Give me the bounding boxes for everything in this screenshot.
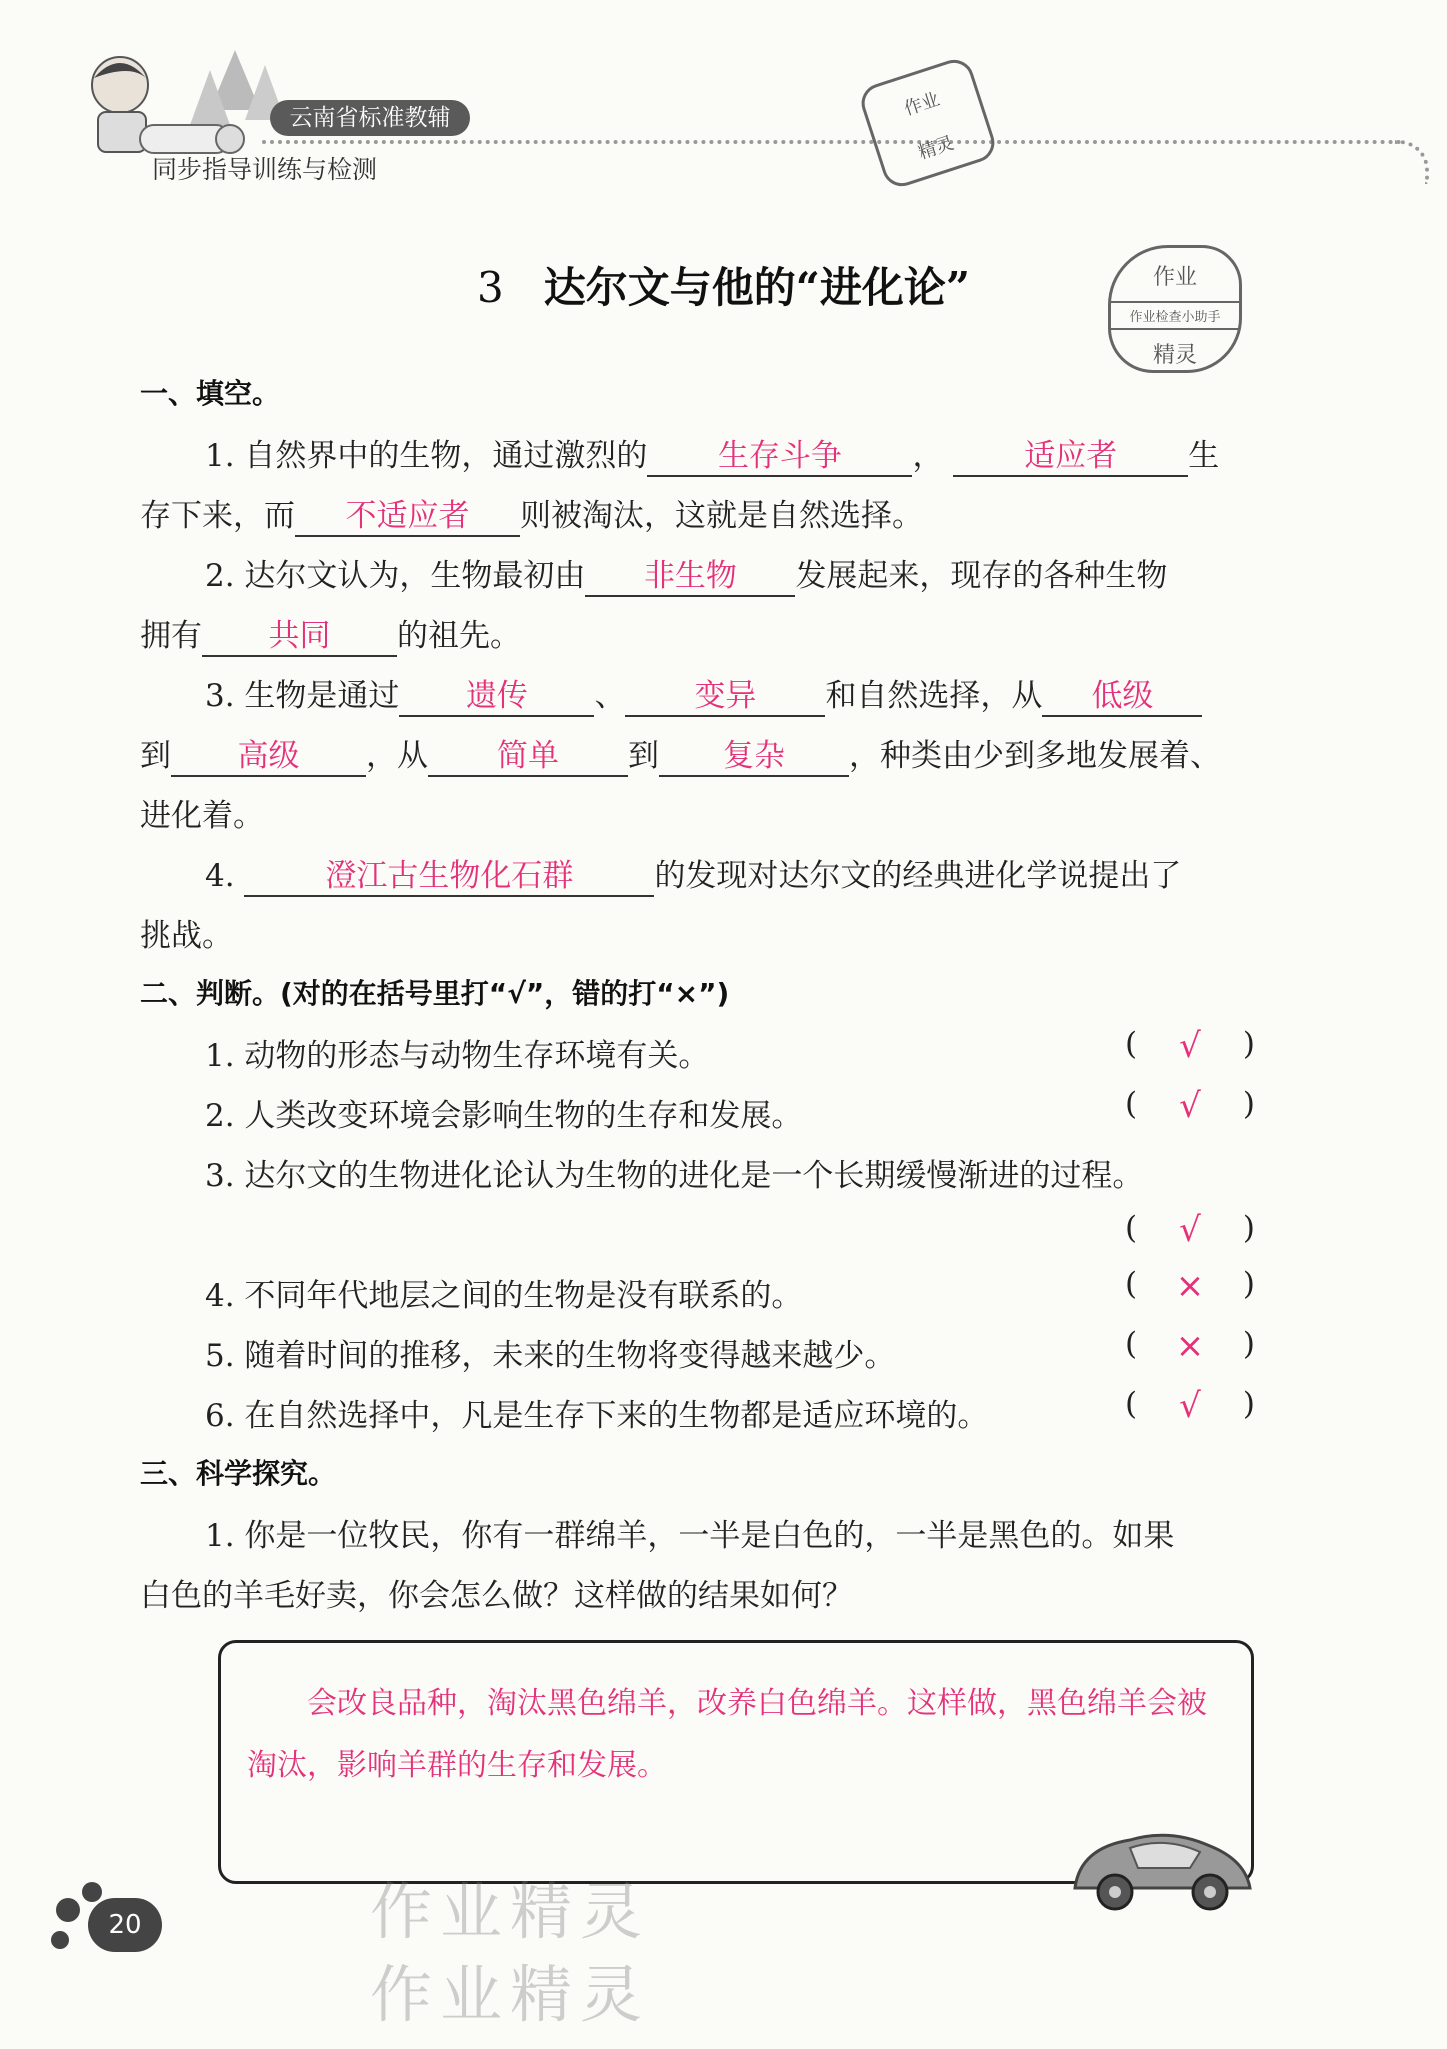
q4-line1: 4. 澄江古生物化石群 的发现对达尔文的经典进化学说提出了 <box>205 850 1181 897</box>
answer-blank: 生存斗争 <box>647 439 912 477</box>
q3-line3: 进化着。 <box>140 798 264 834</box>
q1-line1: 1. 自然界中的生物，通过激烈的 生存斗争 ， 适应者 生 <box>205 430 1219 477</box>
car-icon <box>1060 1818 1260 1918</box>
explore-q1-line1: 1. 你是一位牧民，你有一群绵羊，一半是白色的，一半是黑色的。如果 <box>205 1518 1175 1554</box>
q2-line1: 2. 达尔文认为，生物最初由 非生物 发展起来，现存的各种生物 <box>205 550 1167 597</box>
stamp-top: 作业 精灵 <box>856 55 999 192</box>
series-title: 同步指导训练与检测 <box>152 155 378 184</box>
judge-answer-3: ( √ ) <box>1125 1210 1255 1250</box>
judge-answer-2: ( √ ) <box>1125 1086 1255 1126</box>
answer-blank: 适应者 <box>953 439 1188 477</box>
answer-blank: 低级 <box>1042 679 1202 717</box>
answer-blank: 简单 <box>428 739 628 777</box>
answer-blank: 澄江古生物化石群 <box>244 859 654 897</box>
section-heading-judge: 二、判断。(对的在括号里打“√”，错的打“×”) <box>140 977 730 1010</box>
judge-answer-6: ( √ ) <box>1125 1386 1255 1426</box>
header-divider <box>262 140 1402 144</box>
answer-blank: 遗传 <box>399 679 594 717</box>
answer-blank: 复杂 <box>659 739 849 777</box>
judge-item-1: 1. 动物的形态与动物生存环境有关。 <box>205 1038 710 1074</box>
q2-line2: 拥有 共同 的祖先。 <box>140 610 521 657</box>
section-heading-fill: 一、填空。 <box>140 377 281 410</box>
page-number: 20 <box>88 1898 162 1952</box>
judge-item-3: 3. 达尔文的生物进化论认为生物的进化是一个长期缓慢渐进的过程。 <box>205 1158 1144 1194</box>
judge-answer-1: ( √ ) <box>1125 1026 1255 1066</box>
judge-item-6: 6. 在自然选择中，凡是生存下来的生物都是适应环境的。 <box>205 1398 989 1434</box>
q3-line1: 3. 生物是通过 遗传 、 变异 和自然选择，从 低级 <box>205 670 1202 717</box>
answer-blank: 高级 <box>171 739 366 777</box>
explore-q1-line2: 白色的羊毛好卖，你会怎么做？这样做的结果如何？ <box>140 1578 853 1614</box>
header-divider-curve <box>1395 140 1429 184</box>
answer-blank: 变异 <box>625 679 825 717</box>
stamp-title: 作业 作业检查小助手 精灵 <box>1108 245 1242 373</box>
judge-answer-4: ( × ) <box>1125 1266 1255 1306</box>
watermark-line2: 作业精灵 <box>370 1958 651 2031</box>
q3-line2: 到 高级 ，从 简单 到 复杂 ，种类由少到多地发展着、 <box>140 730 1221 777</box>
section-heading-explore: 三、科学探究。 <box>140 1457 337 1490</box>
page-title: 3 达尔文与他的“进化论” <box>476 263 971 312</box>
judge-item-5: 5. 随着时间的推移，未来的生物将变得越来越少。 <box>205 1338 896 1374</box>
answer-blank: 共同 <box>202 619 397 657</box>
judge-answer-5: ( × ) <box>1125 1326 1255 1366</box>
judge-item-2: 2. 人类改变环境会影响生物的生存和发展。 <box>205 1098 803 1134</box>
answer-blank: 非生物 <box>585 559 795 597</box>
answer-text: 会改良品种，淘汰黑色绵羊，改养白色绵羊。这样做，黑色绵羊会被淘汰，影响羊群的生存和发展。 <box>247 1686 1207 1783</box>
judge-item-4: 4. 不同年代地层之间的生物是没有联系的。 <box>205 1278 803 1314</box>
q1-line2: 存下来，而 不适应者 则被淘汰，这就是自然选择。 <box>140 490 923 537</box>
answer-blank: 不适应者 <box>295 499 520 537</box>
q4-line2: 挑战。 <box>140 918 233 954</box>
watermark-line1: 作业精灵 <box>370 1875 651 1948</box>
brand-label: 云南省标准教辅 <box>270 100 470 136</box>
